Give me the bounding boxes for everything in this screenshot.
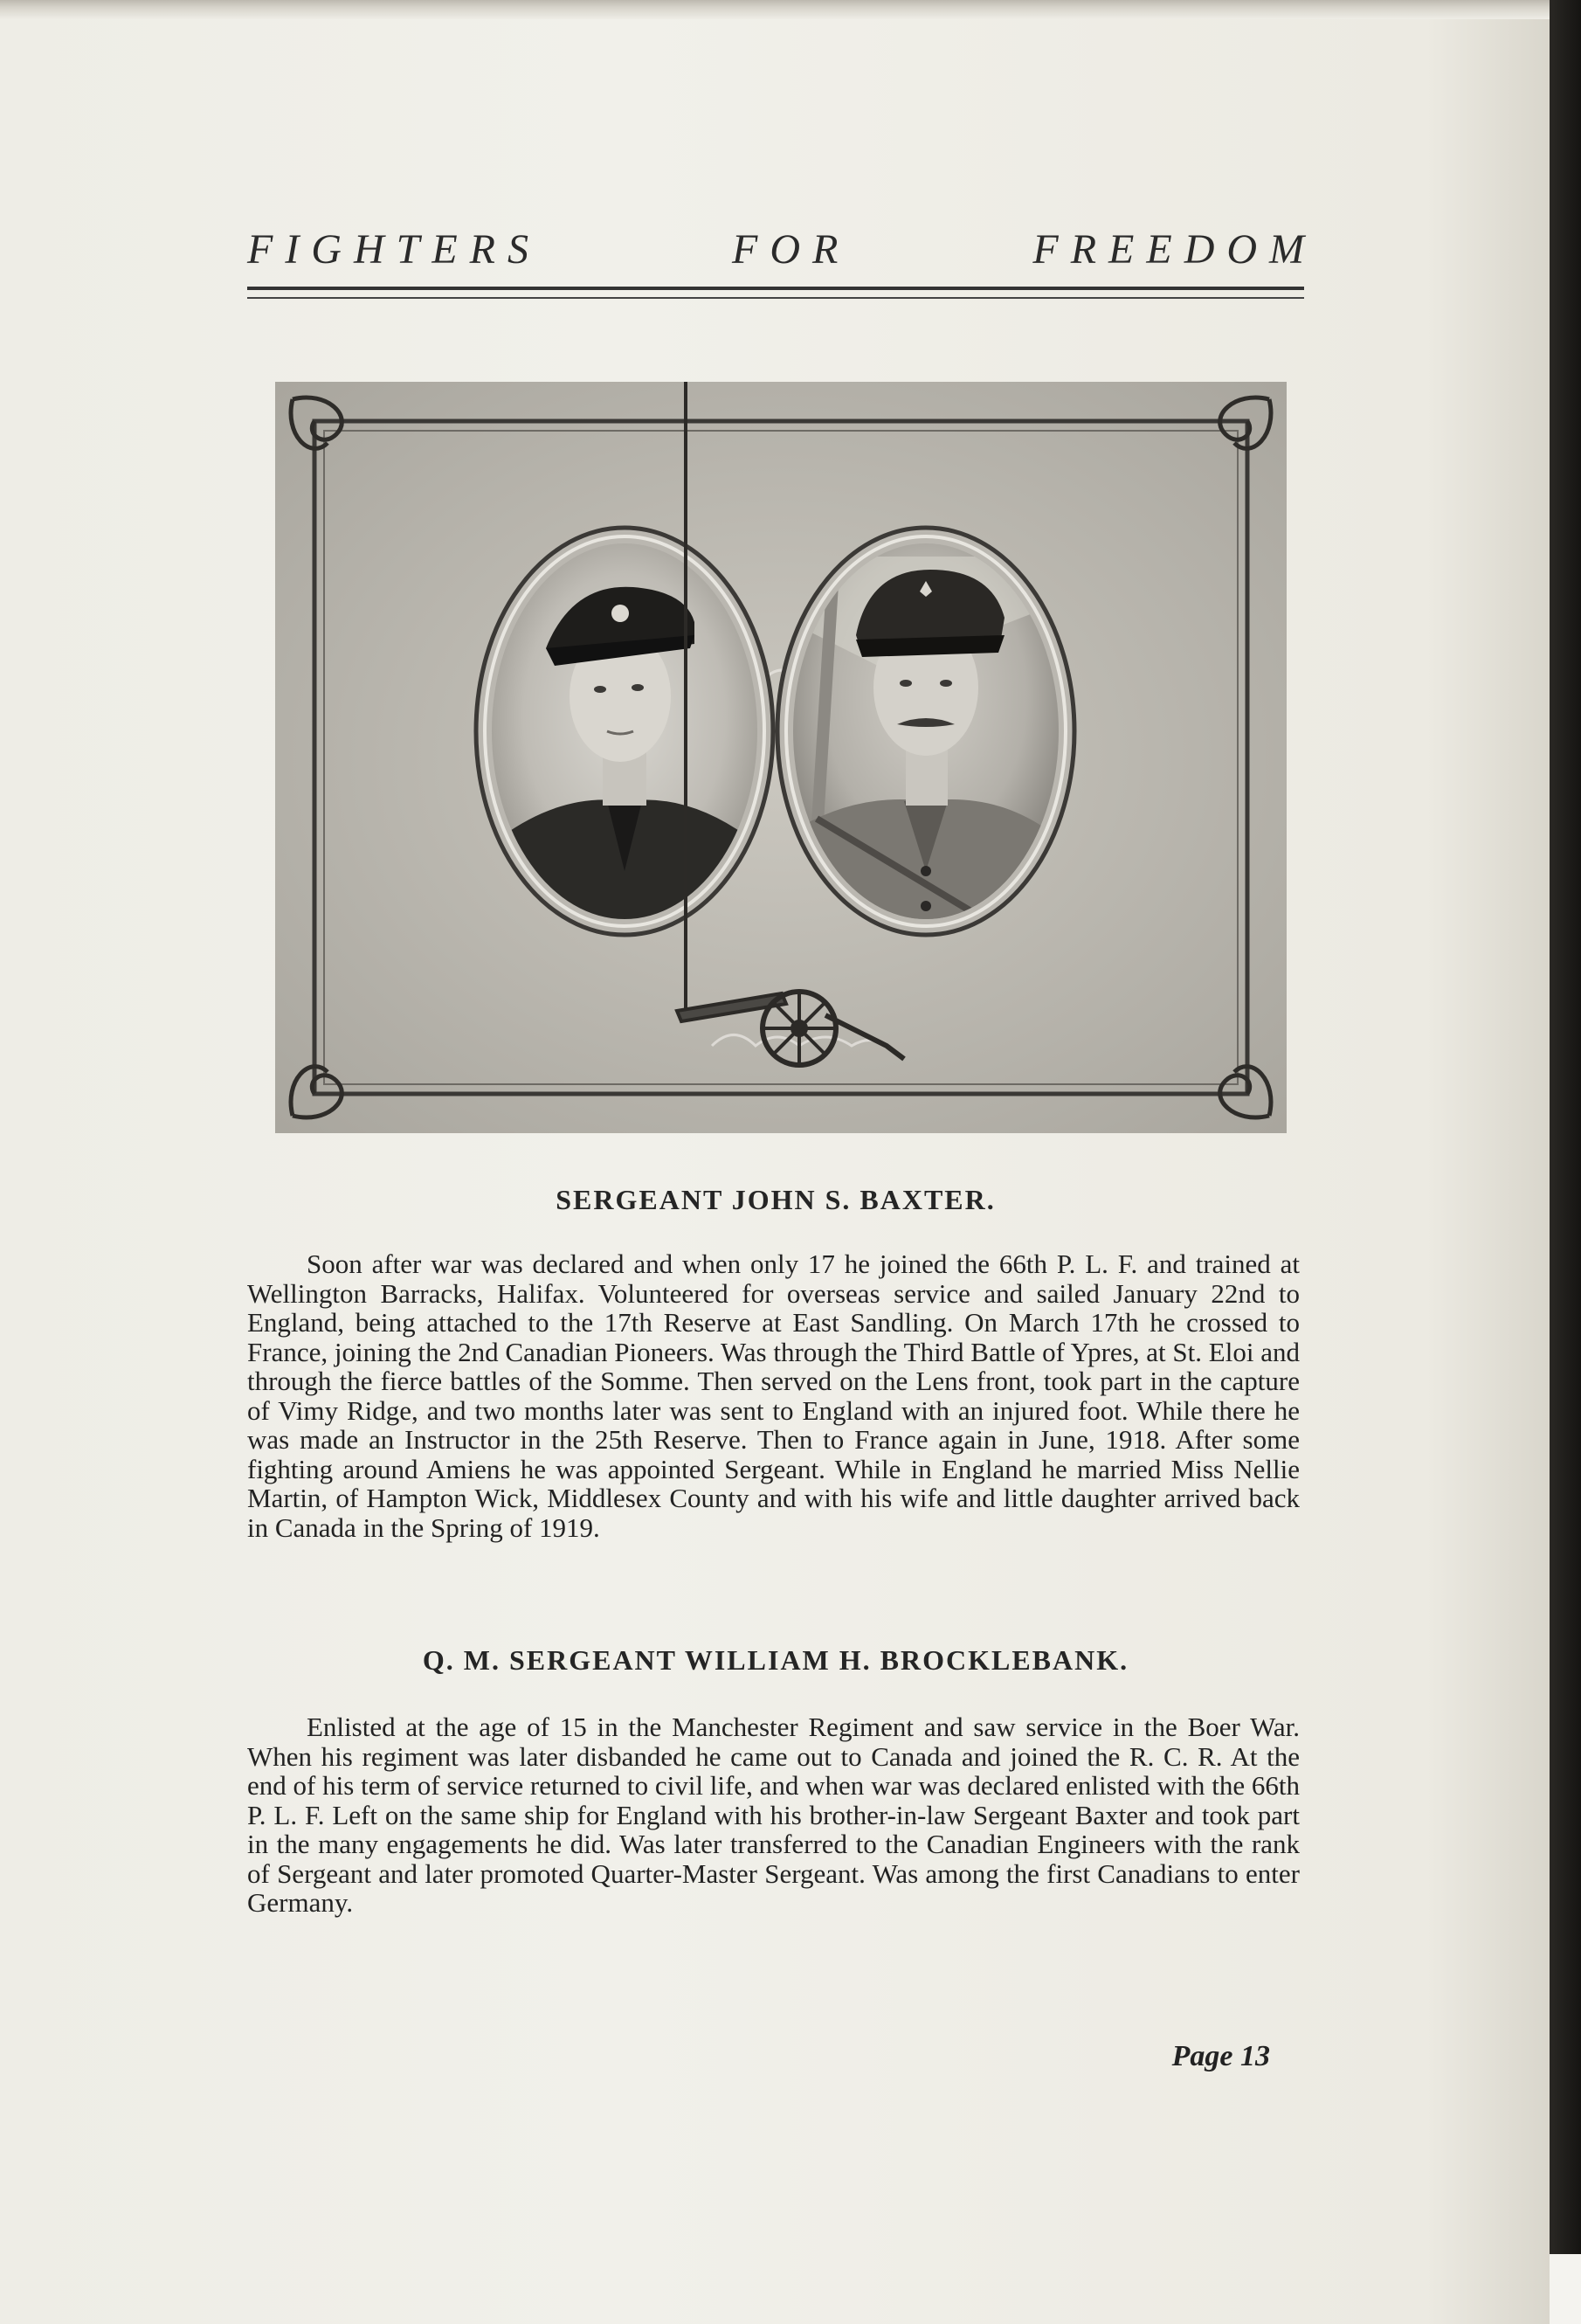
photo-plate	[275, 382, 1287, 1133]
header-rule-thick	[247, 287, 1304, 290]
section-body-brocklebank: Enlisted at the age of 15 in the Manchester Regiment and saw service in the Boer War. When his regiment was later disbanded he came out to Canada and joined the R. C. R. At the end of his term of service returned to civil life, and when war was declared enlisted with the 66th P. L. F. Left on the same ship for England with his brother-in-law Sergeant Baxter and took part in the many engagements he did. Was later transferred to the Canadian Engineers with the rank of Sergeant and later promoted Quarter-Master Sergeant. Was among the first Canadians to enter Germany.	[247, 1712, 1300, 1918]
running-head	[247, 225, 1316, 287]
portrait-left	[476, 528, 773, 941]
header-rule-thin	[247, 297, 1304, 299]
section-heading-brocklebank: Q. M. SERGEANT WILLIAM H. BROCKLEBANK.	[422, 1644, 1129, 1676]
running-head-left: FIGHTERS	[247, 226, 541, 273]
page-top-edge	[0, 0, 1550, 19]
section-body-baxter: Soon after war was declared and when only 17 he joined the 66th P. L. F. and trained at Wellington Barracks, Halifax. Volunteered for overseas service and sailed January 22nd to England, being attached to the 17th Reserve at East Sandling. On March 17th he crossed to France, joining the 2nd Canadian Pioneers. Was through the Third Battle of Ypres, at St. Eloi and through the fierce battles of the Somme. Then served on the Lens front, took part in the capture of Vimy Ridge, and two months later was sent to England with an injured foot. While there he was made an Instructor in the 25th Reserve. Then to France again in June, 1918. After some fighting around Amiens he was appointed Sergeant. While in England he married Miss Nellie Martin, of Hampton Wick, Middlesex County and with his wife and little daughter arrived back in Canada in the Spring of 1919.	[247, 1248, 1300, 1543]
background-corner	[1550, 2254, 1581, 2324]
section-heading-baxter: SERGEANT JOHN S. BAXTER.	[556, 1184, 996, 1215]
page-number: Page 13	[1171, 2040, 1270, 2072]
photo-plate-illustration	[275, 382, 1287, 1133]
running-head-right: FREEDOM	[1032, 226, 1316, 273]
book-spine	[1550, 0, 1581, 2254]
running-head-middle: FOR	[732, 226, 851, 273]
portrait-right	[777, 528, 1074, 941]
